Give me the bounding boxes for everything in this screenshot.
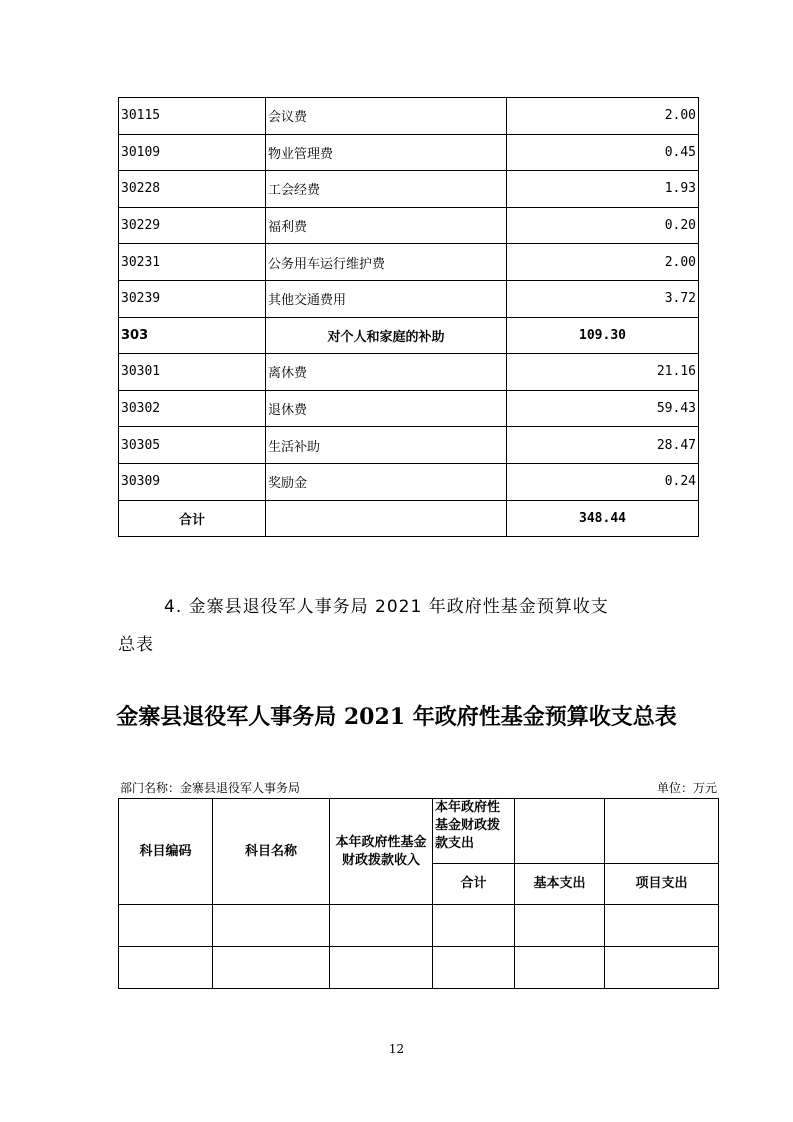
row-name: 对个人和家庭的补助: [266, 317, 507, 354]
table-row: [119, 280, 699, 317]
header-subject-name: 科目名称: [213, 799, 330, 905]
table-row: [119, 207, 699, 244]
row-amount: 0.45: [507, 134, 699, 171]
row-amount: 2.00: [507, 244, 699, 281]
row-code: 30305: [119, 427, 266, 464]
header-subject-code: 科目编码: [119, 799, 213, 905]
header-total: 合计: [433, 864, 515, 905]
table-row-total: [119, 500, 699, 537]
row-name: 离休费: [266, 354, 507, 391]
table-row: [119, 427, 699, 464]
table-row: [119, 463, 699, 500]
page-number: 12: [388, 1042, 405, 1056]
row-amount: 28.47: [507, 427, 699, 464]
row-name: 退休费: [266, 390, 507, 427]
row-code: 30229: [119, 207, 266, 244]
row-name: 工会经费: [266, 171, 507, 208]
row-amount: 109.30: [507, 317, 699, 354]
empty-cell: [119, 947, 213, 989]
row-name: 福利费: [266, 207, 507, 244]
page-title: 金寨县退役军人事务局 2021 年政府性基金预算收支总表: [116, 704, 677, 730]
row-name: 生活补助: [266, 427, 507, 464]
row-code: 30228: [119, 171, 266, 208]
expense-table: [118, 97, 699, 537]
empty-cell: [515, 947, 605, 989]
empty-cell: [213, 947, 330, 989]
row-amount: 3.72: [507, 280, 699, 317]
empty-cell: [433, 905, 515, 947]
row-name: 会议费: [266, 98, 507, 135]
total-empty-cell: [266, 500, 507, 537]
section-heading-continued: 总表: [118, 635, 154, 655]
table-row: [119, 98, 699, 135]
header-blank-cell: [515, 799, 605, 864]
empty-cell: [605, 947, 719, 989]
fund-budget-table: [118, 798, 719, 989]
empty-cell: [605, 905, 719, 947]
row-code: 30239: [119, 280, 266, 317]
table-row: [119, 905, 719, 947]
header-fund-expense: 本年政府性基金财政拨款支出: [433, 799, 515, 864]
header-row: [119, 799, 719, 864]
row-amount: 21.16: [507, 354, 699, 391]
row-code: 30302: [119, 390, 266, 427]
unit-label: 单位：万元: [656, 781, 717, 795]
empty-cell: [213, 905, 330, 947]
header-project-expense: 项目支出: [605, 864, 719, 905]
table-row: [119, 244, 699, 281]
row-amount: 0.24: [507, 463, 699, 500]
table-row: [119, 390, 699, 427]
row-amount: 0.20: [507, 207, 699, 244]
row-code: 30115: [119, 98, 266, 135]
empty-cell: [515, 905, 605, 947]
row-code: 30231: [119, 244, 266, 281]
department-name: 部门名称：金寨县退役军人事务局: [120, 781, 301, 795]
row-code: 30301: [119, 354, 266, 391]
table-row: [119, 171, 699, 208]
row-name: 公务用车运行维护费: [266, 244, 507, 281]
row-amount: 1.93: [507, 171, 699, 208]
row-amount: 59.43: [507, 390, 699, 427]
table-row: [119, 354, 699, 391]
row-name: 奖励金: [266, 463, 507, 500]
header-basic-expense: 基本支出: [515, 864, 605, 905]
table-row: [119, 947, 719, 989]
row-code: 303: [119, 317, 266, 354]
table-row-subtotal: [119, 317, 699, 354]
total-amount: 348.44: [507, 500, 699, 537]
row-name: 其他交通费用: [266, 280, 507, 317]
empty-cell: [330, 905, 433, 947]
row-amount: 2.00: [507, 98, 699, 135]
empty-cell: [330, 947, 433, 989]
section-heading: 4. 金寨县退役军人事务局 2021 年政府性基金预算收支: [164, 597, 609, 617]
table-row: [119, 134, 699, 171]
total-label: 合计: [119, 500, 266, 537]
header-fund-income: 本年政府性基金财政拨款收入: [330, 799, 433, 905]
empty-cell: [433, 947, 515, 989]
header-blank-cell: [605, 799, 719, 864]
row-code: 30309: [119, 463, 266, 500]
empty-cell: [119, 905, 213, 947]
row-name: 物业管理费: [266, 134, 507, 171]
row-code: 30109: [119, 134, 266, 171]
